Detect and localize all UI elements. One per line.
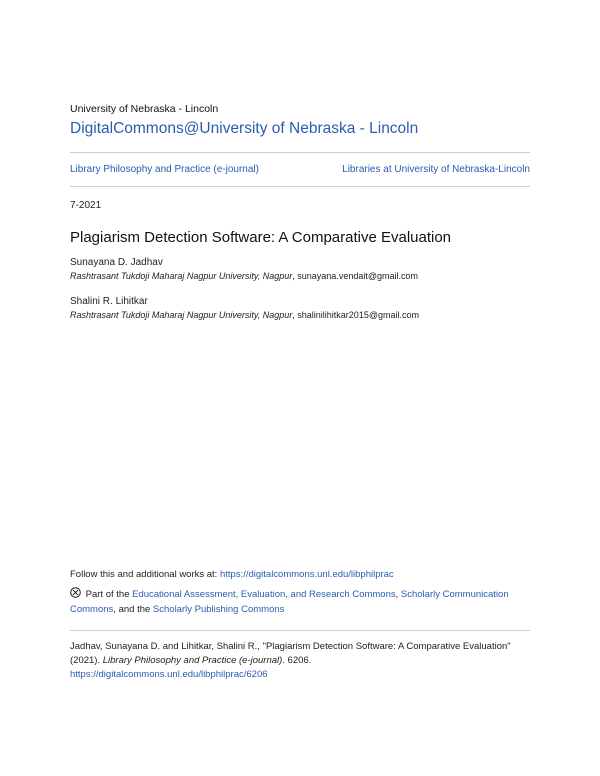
institution-name: University of Nebraska - Lincoln	[70, 103, 219, 115]
libraries-link[interactable]: Libraries at University of Nebraska-Lincoln	[342, 164, 530, 175]
author-affiliation: Rashtrasant Tukdoji Maharaj Nagpur University, Nagpur	[70, 310, 293, 320]
author-email: sunayana.vendait@gmail.com	[297, 271, 418, 281]
author-email: shalinilihitkar2015@gmail.com	[297, 310, 419, 320]
journal-link[interactable]: Library Philosophy and Practice (e-journal)	[70, 164, 259, 175]
follow-link[interactable]: https://digitalcommons.unl.edu/libphilprac	[219, 569, 394, 580]
paper-title: Plagiarism Detection Software: A Comparative Evaluation	[70, 229, 452, 246]
follow-text: Follow this and additional works at:	[70, 569, 218, 580]
divider-nav	[70, 186, 530, 187]
author-name: Shalini R. Lihitkar	[70, 296, 148, 307]
author-block	[70, 257, 418, 281]
divider-top	[70, 152, 530, 153]
commons-link-scholarly-publishing[interactable]: Scholarly Publishing Commons	[152, 604, 285, 615]
commons-link-scholarly-communication[interactable]: Scholarly Communication Commons	[70, 589, 509, 615]
citation-block	[70, 640, 540, 682]
commons-link-assessment[interactable]: Educational Assessment, Evaluation, and Research Commons	[132, 589, 396, 600]
part-of-prefix: Part of the	[85, 589, 130, 600]
author-affiliation-line: Rashtrasant Tukdoji Maharaj Nagpur University, Nagpur, sunayana.vendait@gmail.com	[70, 271, 418, 281]
citation-link[interactable]: https://digitalcommons.unl.edu/libphilprac/6206	[70, 669, 268, 680]
author-affiliation-line: Rashtrasant Tukdoji Maharaj Nagpur University, Nagpur, shalinilihitkar2015@gmail.com	[70, 310, 419, 320]
author-name: Sunayana D. Jadhav	[70, 257, 163, 268]
author-affiliation: Rashtrasant Tukdoji Maharaj Nagpur University, Nagpur	[70, 271, 293, 281]
repository-link[interactable]: DigitalCommons@University of Nebraska - Lincoln	[70, 120, 419, 137]
divider-citation	[70, 630, 530, 631]
citation-number: . 6206.	[282, 655, 312, 666]
network-icon	[70, 587, 81, 598]
follow-line	[70, 569, 394, 580]
part-of-and: , and the	[113, 604, 151, 615]
citation-text: Jadhav, Sunayana D. and Lihitkar, Shalini R., "Plagiarism Detection Software: A Comparative Evaluation" (2021).	[70, 641, 511, 666]
author-block	[70, 296, 419, 320]
part-of-block: Part of the Educational Assessment, Evaluation, and Research Commons, Scholarly Communication Commons, and the Scholarly Publishing Commons	[70, 589, 509, 615]
citation-journal: Library Philosophy and Practice (e-journal)	[102, 655, 283, 666]
publication-date: 7-2021	[70, 200, 102, 211]
